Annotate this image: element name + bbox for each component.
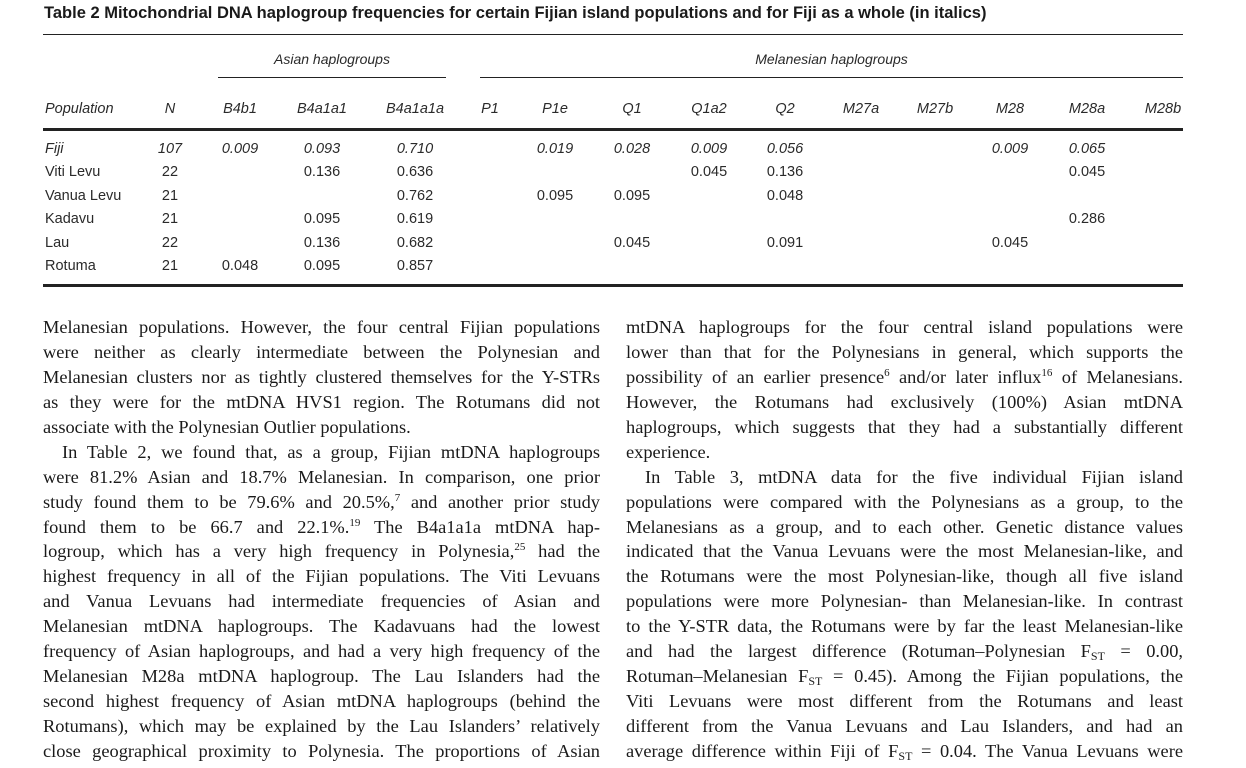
population-name-cell: Lau [45, 235, 70, 251]
body-line: Melanesian mtDNA haplogroups. The Kadavuans had the lowest [43, 616, 600, 637]
body-text: = 0.04. The Vanua Levuans were [912, 740, 1183, 761]
column-header: M28 [995, 101, 1025, 117]
body-line: indicated that the Vanua Levuans were the most Melanesian-like, and [626, 541, 1183, 562]
column-header: Q2 [775, 101, 795, 117]
group-label-melanesian: Melanesian haplogroups [755, 51, 908, 67]
body-line: the Rotumans were the most Polynesian-like, though all five island [626, 566, 1183, 587]
body-text: average difference within Fiji of F [626, 740, 899, 761]
table-cell: 0.857 [396, 258, 434, 274]
body-line: and Vanua Levuans had intermediate frequencies of Asian and [43, 591, 600, 612]
table-cell: 0.045 [991, 235, 1029, 251]
table-top-rule [43, 34, 1183, 35]
body-line: as they were for the mtDNA HVS1 region. The Rotumans did not [43, 391, 600, 412]
body-line [43, 490, 600, 515]
citation-superscript: 16 [1041, 366, 1053, 379]
body-text: and had the largest difference (Rotuman–Polynesian F [626, 641, 1091, 662]
body-line: However, the Rotumans had exclusively (100%) Asian mtDNA [626, 391, 1183, 412]
body-line: were 81.2% Asian and 18.7% Melanesian. In comparison, one prior [43, 466, 600, 487]
body-text: of Melanesians. [1052, 366, 1183, 387]
citation-superscript: 19 [349, 516, 361, 529]
body-line: Melanesian M28a mtDNA haplogroup. The Lau Islanders had the [43, 666, 600, 687]
body-line: In Table 2, we found that, as a group, Fijian mtDNA haplogroups [62, 441, 600, 462]
table-cell: 0.009 [221, 141, 259, 157]
body-text: = 0.45). Among the Fijian populations, the [822, 666, 1183, 687]
group-label-asian: Asian haplogroups [274, 51, 390, 67]
header-bottom-rule [43, 128, 1183, 131]
table-cell: 0.093 [303, 141, 341, 157]
column-header: M28a [1068, 101, 1106, 117]
table-bottom-rule [43, 284, 1183, 287]
table-cell: 0.619 [396, 211, 434, 227]
table-cell: 21 [161, 188, 179, 204]
body-line: to the Y-STR data, the Rotumans were by far the least Melanesian-like [626, 616, 1183, 637]
population-name-cell: Rotuma [45, 258, 96, 274]
fst-subscript: ST [898, 748, 913, 763]
table-cell: 0.682 [396, 235, 434, 251]
body-line: Melanesians as a group, and to each other. Genetic distance values [626, 516, 1183, 537]
body-line: experience. [626, 441, 711, 462]
body-column-right [626, 315, 1183, 764]
table-cell: 0.095 [303, 258, 341, 274]
table-cell: 21 [161, 258, 179, 274]
table-cell: 0.048 [766, 188, 804, 204]
body-line: frequency of Asian haplogroups, and had a very high frequency of the [43, 641, 600, 662]
body-text: possibility of an earlier presence [626, 366, 885, 387]
table-cell: 0.045 [690, 164, 728, 180]
body-text: The B4a1a1a mtDNA hap- [360, 516, 600, 537]
table-cell: 0.009 [690, 141, 728, 157]
citation-superscript: 6 [884, 366, 890, 379]
body-line [43, 515, 600, 540]
table-cell: 0.095 [303, 211, 341, 227]
table-cell: 0.028 [613, 141, 651, 157]
column-header: B4b1 [223, 101, 257, 117]
body-line [626, 739, 1183, 764]
table-cell: 0.286 [1068, 211, 1106, 227]
body-text: study found them to be 79.6% and 20.5%, [43, 491, 395, 512]
citation-superscript: 25 [514, 541, 526, 554]
body-line [626, 365, 1183, 390]
table-cell: 0.136 [766, 164, 804, 180]
column-header: P1e [542, 101, 568, 117]
column-header: P1 [481, 101, 499, 117]
table-cell: 0.710 [396, 141, 434, 157]
body-text: found them to be 66.7 and 22.1%. [43, 516, 350, 537]
body-line: Rotumans), which may be explained by the Lau Islanders’ relatively [43, 716, 600, 736]
table-cell: 0.065 [1068, 141, 1106, 157]
table-cell: 0.045 [1068, 164, 1106, 180]
body-line: mtDNA haplogroups for the four central island populations were [626, 317, 1183, 337]
melanesian-group-rule [480, 77, 1183, 78]
column-header: B4a1a1 [297, 101, 347, 117]
table-cell: 0.095 [536, 188, 574, 204]
column-header: B4a1a1a [385, 101, 445, 117]
table-cell: 0.045 [613, 235, 651, 251]
population-name-cell: Viti Levu [45, 164, 101, 180]
table-cell: 0.091 [766, 235, 804, 251]
table-cell: 21 [161, 211, 179, 227]
column-header: Q1a2 [691, 101, 727, 117]
body-line [43, 539, 600, 564]
population-name-cell: Fiji [45, 141, 64, 157]
body-text: = 0.00, [1104, 641, 1183, 662]
body-text: and/or later influx [889, 366, 1042, 387]
table-cell: 22 [161, 164, 179, 180]
column-header: M28b [1144, 101, 1182, 117]
body-text: Rotuman–Melanesian F [626, 666, 809, 687]
table-cell: 0.048 [221, 258, 259, 274]
table-cell: 0.019 [536, 141, 574, 157]
body-line: Melanesian populations. However, the four central Fijian populations [43, 317, 600, 337]
asian-group-rule [218, 77, 446, 78]
column-header: Population [45, 101, 114, 117]
population-name-cell: Kadavu [45, 211, 95, 227]
body-text: and another prior study [400, 491, 600, 512]
citation-superscript: 7 [394, 491, 401, 504]
body-line: In Table 3, mtDNA data for the five individual Fijian island [645, 466, 1183, 487]
body-line [626, 639, 1183, 664]
body-line: haplogroups, which suggests that they had a substantially different [626, 416, 1183, 437]
fst-subscript: ST [1090, 649, 1105, 664]
table-cell: 22 [161, 235, 179, 251]
table-cell: 0.636 [396, 164, 434, 180]
body-line: populations were compared with the Polynesians as a group, to the [626, 491, 1183, 512]
table-cell: 0.056 [766, 141, 804, 157]
table-cell: 0.136 [303, 164, 341, 180]
body-line: highest frequency in all of the Fijian populations. The Viti Levuans [43, 566, 600, 587]
table-cell: 107 [157, 141, 183, 157]
body-line: Melanesian clusters nor as tightly clustered themselves for the Y-STRs [43, 366, 600, 387]
body-text: had the [525, 541, 600, 562]
table-cell: 0.136 [303, 235, 341, 251]
body-line [626, 664, 1183, 689]
body-column-left [43, 315, 600, 764]
population-name-cell: Vanua Levu [45, 188, 122, 204]
body-line: close geographical proximity to Polynesia. The proportions of Asian [43, 740, 600, 761]
table-cell: 0.009 [991, 141, 1029, 157]
body-line: associate with the Polynesian Outlier populations. [43, 416, 411, 437]
body-line: lower than that for the Polynesians in general, which supports the [626, 341, 1183, 362]
body-line: second highest frequency of Asian mtDNA haplogroups (behind the [43, 691, 600, 712]
body-line: different from the Vanua Levuans and Lau Islanders, and had an [626, 716, 1183, 736]
column-header: Q1 [622, 101, 642, 117]
table-cell: 0.095 [613, 188, 651, 204]
table-title: Table 2 Mitochondrial DNA haplogroup frequencies for certain Fijian island populations and for Fiji as a whole (in italics) [44, 4, 987, 22]
column-header: N [164, 101, 176, 117]
column-header: M27b [916, 101, 954, 117]
fst-subscript: ST [808, 674, 823, 689]
body-text: logroup, which has a very high frequency in Polynesia, [43, 541, 515, 562]
body-line: populations were more Polynesian- than Melanesian-like. In contrast [626, 591, 1183, 612]
body-line: were neither as clearly intermediate between the Polynesian and [43, 341, 600, 362]
table-cell: 0.762 [396, 188, 434, 204]
body-line: Viti Levuans were most different from the Rotumans and least [626, 691, 1183, 712]
column-header: M27a [842, 101, 880, 117]
